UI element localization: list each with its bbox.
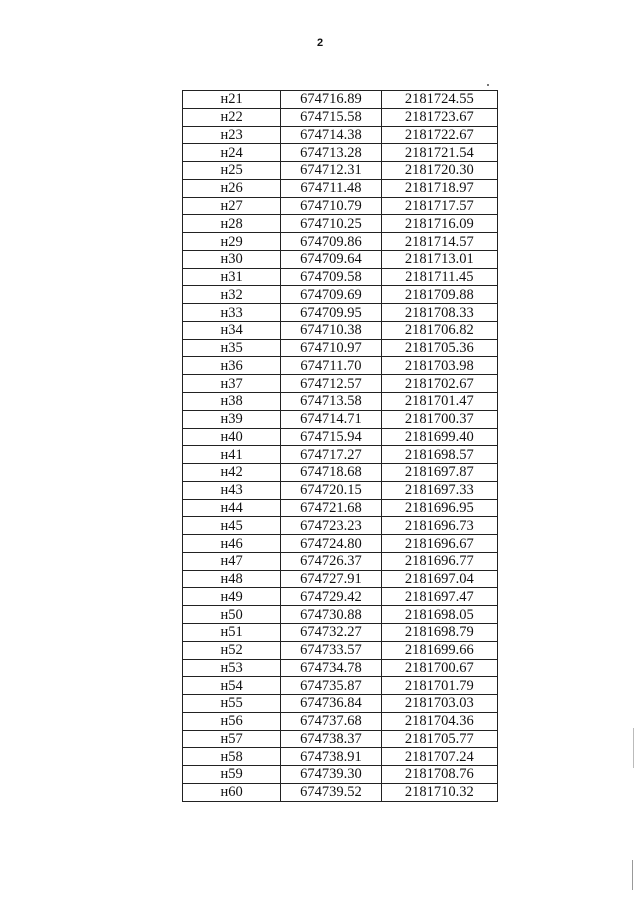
table-row — [183, 144, 498, 162]
point-cell: н56 — [183, 712, 281, 730]
table-row — [183, 606, 498, 624]
point-cell: н30 — [183, 250, 281, 268]
x-coordinate-cell: 674713.58 — [281, 393, 381, 411]
x-coordinate-cell: 674714.71 — [281, 410, 381, 428]
y-coordinate-cell: 2181700.37 — [381, 410, 497, 428]
x-coordinate-cell: 674712.31 — [281, 162, 381, 180]
y-coordinate-cell: 2181697.47 — [381, 588, 497, 606]
point-cell: н51 — [183, 623, 281, 641]
y-coordinate-cell: 2181698.05 — [381, 606, 497, 624]
x-coordinate-cell: 674739.52 — [281, 783, 381, 801]
y-coordinate-cell: 2181721.54 — [381, 144, 497, 162]
table-row — [183, 304, 498, 322]
x-coordinate-cell: 674727.91 — [281, 570, 381, 588]
y-coordinate-cell: 2181707.24 — [381, 748, 497, 766]
y-coordinate-cell: 2181702.67 — [381, 375, 497, 393]
table-row — [183, 339, 498, 357]
y-coordinate-cell: 2181704.36 — [381, 712, 497, 730]
table-row — [183, 570, 498, 588]
x-coordinate-cell: 674720.15 — [281, 481, 381, 499]
x-coordinate-cell: 674709.69 — [281, 286, 381, 304]
y-coordinate-cell: 2181713.01 — [381, 250, 497, 268]
x-coordinate-cell: 674714.38 — [281, 126, 381, 144]
y-coordinate-cell: 2181706.82 — [381, 321, 497, 339]
y-coordinate-cell: 2181703.98 — [381, 357, 497, 375]
table-row — [183, 126, 498, 144]
table-row — [183, 712, 498, 730]
point-cell: н38 — [183, 393, 281, 411]
x-coordinate-cell: 674732.27 — [281, 623, 381, 641]
point-cell: н43 — [183, 481, 281, 499]
table-row — [183, 677, 498, 695]
table-row — [183, 91, 498, 109]
table-row — [183, 481, 498, 499]
x-coordinate-cell: 674729.42 — [281, 588, 381, 606]
table-row — [183, 588, 498, 606]
table-row — [183, 375, 498, 393]
point-cell: н35 — [183, 339, 281, 357]
point-cell: н34 — [183, 321, 281, 339]
table-row — [183, 410, 498, 428]
point-cell: н40 — [183, 428, 281, 446]
point-cell: н21 — [183, 91, 281, 109]
y-coordinate-cell: 2181724.55 — [381, 91, 497, 109]
y-coordinate-cell: 2181697.04 — [381, 570, 497, 588]
table-row — [183, 197, 498, 215]
y-coordinate-cell: 2181711.45 — [381, 268, 497, 286]
table-row — [183, 695, 498, 713]
table-row — [183, 357, 498, 375]
point-cell: н39 — [183, 410, 281, 428]
y-coordinate-cell: 2181722.67 — [381, 126, 497, 144]
point-cell: н47 — [183, 552, 281, 570]
y-coordinate-cell: 2181696.73 — [381, 517, 497, 535]
point-cell: н59 — [183, 766, 281, 784]
x-coordinate-cell: 674709.58 — [281, 268, 381, 286]
point-cell: н54 — [183, 677, 281, 695]
scan-speck — [632, 860, 633, 890]
point-cell: н33 — [183, 304, 281, 322]
table-row — [183, 446, 498, 464]
table-row — [183, 108, 498, 126]
point-cell: н27 — [183, 197, 281, 215]
scan-speck — [633, 728, 634, 768]
x-coordinate-cell: 674735.87 — [281, 677, 381, 695]
x-coordinate-cell: 674710.97 — [281, 339, 381, 357]
y-coordinate-cell: 2181697.87 — [381, 464, 497, 482]
y-coordinate-cell: 2181697.33 — [381, 481, 497, 499]
point-cell: н24 — [183, 144, 281, 162]
table-row — [183, 499, 498, 517]
point-cell: н48 — [183, 570, 281, 588]
point-cell: н49 — [183, 588, 281, 606]
x-coordinate-cell: 674718.68 — [281, 464, 381, 482]
y-coordinate-cell: 2181718.97 — [381, 179, 497, 197]
table-row — [183, 641, 498, 659]
x-coordinate-cell: 674710.25 — [281, 215, 381, 233]
y-coordinate-cell: 2181717.57 — [381, 197, 497, 215]
x-coordinate-cell: 674713.28 — [281, 144, 381, 162]
table-row — [183, 783, 498, 801]
point-cell: н29 — [183, 233, 281, 251]
coordinates-table-body — [183, 91, 498, 802]
point-cell: н23 — [183, 126, 281, 144]
x-coordinate-cell: 674730.88 — [281, 606, 381, 624]
x-coordinate-cell: 674709.95 — [281, 304, 381, 322]
x-coordinate-cell: 674733.57 — [281, 641, 381, 659]
y-coordinate-cell: 2181714.57 — [381, 233, 497, 251]
table-row — [183, 535, 498, 553]
x-coordinate-cell: 674716.89 — [281, 91, 381, 109]
table-row — [183, 766, 498, 784]
y-coordinate-cell: 2181701.47 — [381, 393, 497, 411]
table-row — [183, 250, 498, 268]
y-coordinate-cell: 2181696.67 — [381, 535, 497, 553]
x-coordinate-cell: 674715.94 — [281, 428, 381, 446]
x-coordinate-cell: 674710.38 — [281, 321, 381, 339]
x-coordinate-cell: 674709.64 — [281, 250, 381, 268]
point-cell: н57 — [183, 730, 281, 748]
y-coordinate-cell: 2181705.77 — [381, 730, 497, 748]
point-cell: н55 — [183, 695, 281, 713]
y-coordinate-cell: 2181700.67 — [381, 659, 497, 677]
y-coordinate-cell: 2181703.03 — [381, 695, 497, 713]
table-row — [183, 428, 498, 446]
y-coordinate-cell: 2181701.79 — [381, 677, 497, 695]
x-coordinate-cell: 674726.37 — [281, 552, 381, 570]
x-coordinate-cell: 674737.68 — [281, 712, 381, 730]
table-row — [183, 215, 498, 233]
point-cell: н52 — [183, 641, 281, 659]
table-row — [183, 321, 498, 339]
scan-speck — [487, 84, 489, 86]
x-coordinate-cell: 674712.57 — [281, 375, 381, 393]
y-coordinate-cell: 2181723.67 — [381, 108, 497, 126]
x-coordinate-cell: 674711.48 — [281, 179, 381, 197]
x-coordinate-cell: 674738.37 — [281, 730, 381, 748]
table-row — [183, 233, 498, 251]
point-cell: н53 — [183, 659, 281, 677]
y-coordinate-cell: 2181708.33 — [381, 304, 497, 322]
y-coordinate-cell: 2181699.66 — [381, 641, 497, 659]
table-row — [183, 552, 498, 570]
y-coordinate-cell: 2181698.79 — [381, 623, 497, 641]
x-coordinate-cell: 674709.86 — [281, 233, 381, 251]
page-number: 2 — [316, 37, 324, 49]
point-cell: н44 — [183, 499, 281, 517]
point-cell: н60 — [183, 783, 281, 801]
point-cell: н37 — [183, 375, 281, 393]
point-cell: н25 — [183, 162, 281, 180]
y-coordinate-cell: 2181710.32 — [381, 783, 497, 801]
table-row — [183, 659, 498, 677]
point-cell: н26 — [183, 179, 281, 197]
x-coordinate-cell: 674721.68 — [281, 499, 381, 517]
point-cell: н31 — [183, 268, 281, 286]
x-coordinate-cell: 674723.23 — [281, 517, 381, 535]
point-cell: н50 — [183, 606, 281, 624]
table-row — [183, 748, 498, 766]
table-row — [183, 286, 498, 304]
coordinates-table — [182, 90, 498, 802]
point-cell: н41 — [183, 446, 281, 464]
point-cell: н58 — [183, 748, 281, 766]
table-row — [183, 179, 498, 197]
x-coordinate-cell: 674739.30 — [281, 766, 381, 784]
y-coordinate-cell: 2181696.77 — [381, 552, 497, 570]
table-row — [183, 393, 498, 411]
y-coordinate-cell: 2181720.30 — [381, 162, 497, 180]
y-coordinate-cell: 2181705.36 — [381, 339, 497, 357]
point-cell: н36 — [183, 357, 281, 375]
x-coordinate-cell: 674717.27 — [281, 446, 381, 464]
x-coordinate-cell: 674710.79 — [281, 197, 381, 215]
point-cell: н42 — [183, 464, 281, 482]
point-cell: н32 — [183, 286, 281, 304]
point-cell: н28 — [183, 215, 281, 233]
y-coordinate-cell: 2181708.76 — [381, 766, 497, 784]
y-coordinate-cell: 2181699.40 — [381, 428, 497, 446]
point-cell: н45 — [183, 517, 281, 535]
x-coordinate-cell: 674711.70 — [281, 357, 381, 375]
table-row — [183, 730, 498, 748]
table-row — [183, 268, 498, 286]
x-coordinate-cell: 674715.58 — [281, 108, 381, 126]
y-coordinate-cell: 2181696.95 — [381, 499, 497, 517]
y-coordinate-cell: 2181716.09 — [381, 215, 497, 233]
point-cell: н46 — [183, 535, 281, 553]
y-coordinate-cell: 2181709.88 — [381, 286, 497, 304]
table-row — [183, 623, 498, 641]
table-row — [183, 517, 498, 535]
table-row — [183, 162, 498, 180]
y-coordinate-cell: 2181698.57 — [381, 446, 497, 464]
table-row — [183, 464, 498, 482]
x-coordinate-cell: 674736.84 — [281, 695, 381, 713]
x-coordinate-cell: 674738.91 — [281, 748, 381, 766]
x-coordinate-cell: 674734.78 — [281, 659, 381, 677]
x-coordinate-cell: 674724.80 — [281, 535, 381, 553]
point-cell: н22 — [183, 108, 281, 126]
